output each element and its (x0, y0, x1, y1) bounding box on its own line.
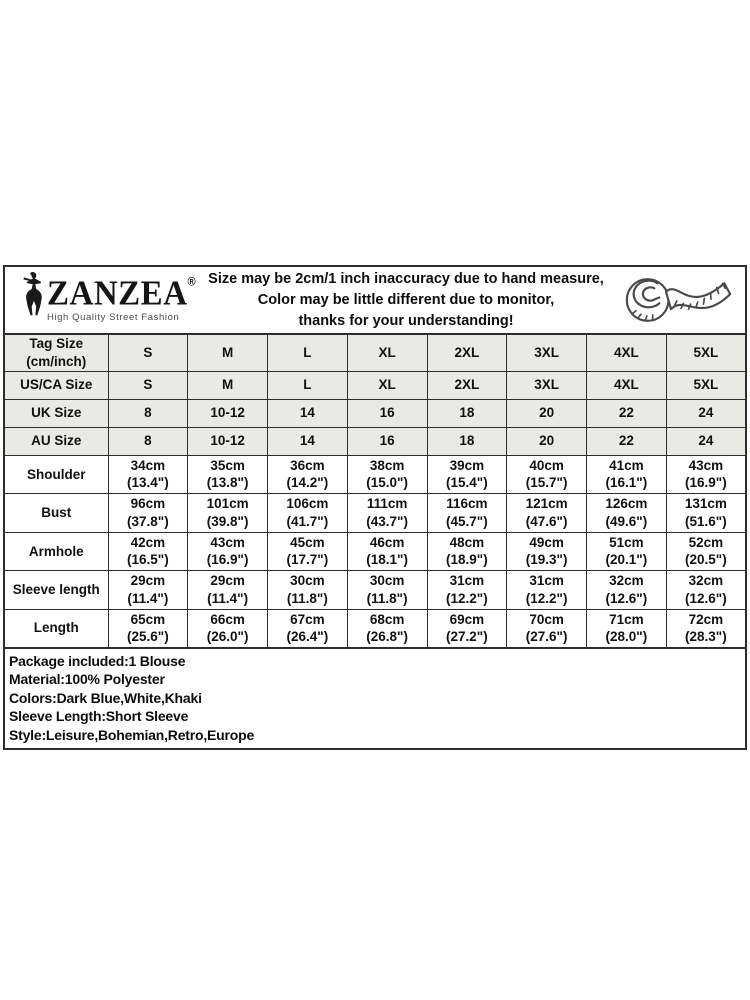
row-label: Armhole (4, 532, 108, 571)
measurement-cell: 121cm (47.6") (507, 494, 587, 533)
row-label: US/CA Size (4, 371, 108, 399)
measurement-cell: 32cm (12.6") (587, 571, 667, 610)
size-value-cell: XL (347, 334, 427, 371)
row-label: UK Size (4, 399, 108, 427)
size-value-cell: 14 (268, 399, 348, 427)
size-value-cell: 2XL (427, 371, 507, 399)
size-value-cell: 2XL (427, 334, 507, 371)
measurement-cell: 31cm (12.2") (507, 571, 587, 610)
size-value-cell: 4XL (587, 371, 667, 399)
detail-line: Package included:1 Blouse (9, 652, 186, 669)
size-value-cell: S (108, 371, 188, 399)
table-row (4, 571, 746, 610)
measurement-cell: 39cm (15.4") (427, 455, 507, 494)
measurement-cell: 41cm (16.1") (587, 455, 667, 494)
brand-tagline: High Quality Street Fashion (47, 311, 180, 323)
disclaimer-line-3: thanks for your understanding! (298, 312, 514, 329)
measurement-cell: 40cm (15.7") (507, 455, 587, 494)
measurement-cell: 43cm (16.9") (188, 532, 268, 571)
size-value-cell: 3XL (507, 371, 587, 399)
size-value-cell: 22 (587, 427, 667, 455)
size-value-cell: S (108, 334, 188, 371)
size-value-cell: 4XL (587, 334, 667, 371)
measurement-cell: 36cm (14.2") (268, 455, 348, 494)
measurement-cell: 49cm (19.3") (507, 532, 587, 571)
measurement-cell: 68cm (26.8") (347, 609, 427, 648)
measurement-cell: 65cm (25.6") (108, 609, 188, 648)
fashion-woman-silhouette-icon (15, 270, 49, 330)
measurement-cell: 51cm (20.1") (587, 532, 667, 571)
measurement-cell: 38cm (15.0") (347, 455, 427, 494)
row-label: Length (4, 609, 108, 648)
table-row (4, 455, 746, 494)
table-row (4, 609, 746, 648)
measurement-cell: 35cm (13.8") (188, 455, 268, 494)
measurement-cell: 32cm (12.6") (666, 571, 746, 610)
size-value-cell: L (268, 371, 348, 399)
brand-logo (5, 270, 205, 330)
measurement-cell: 30cm (11.8") (347, 571, 427, 610)
size-value-cell: 20 (507, 399, 587, 427)
measurement-cell: 45cm (17.7") (268, 532, 348, 571)
table-row (4, 371, 746, 399)
size-value-cell: M (188, 334, 268, 371)
measurement-cell: 106cm (41.7") (268, 494, 348, 533)
size-value-cell: 24 (666, 427, 746, 455)
row-label: Shoulder (4, 455, 108, 494)
registered-mark: ® (187, 275, 197, 289)
table-row (4, 427, 746, 455)
measurement-cell: 29cm (11.4") (188, 571, 268, 610)
size-value-cell: 14 (268, 427, 348, 455)
measurement-cell: 69cm (27.2") (427, 609, 507, 648)
measurement-cell: 70cm (27.6") (507, 609, 587, 648)
size-value-cell: 10-12 (188, 399, 268, 427)
measurement-cell: 67cm (26.4") (268, 609, 348, 648)
table-row (4, 494, 746, 533)
size-value-cell: 20 (507, 427, 587, 455)
measurement-cell: 72cm (28.3") (666, 609, 746, 648)
measurement-cell: 52cm (20.5") (666, 532, 746, 571)
measurement-cell: 43cm (16.9") (666, 455, 746, 494)
measurement-cell: 31cm (12.2") (427, 571, 507, 610)
measurement-cell: 29cm (11.4") (108, 571, 188, 610)
size-value-cell: 3XL (507, 334, 587, 371)
measuring-tape-icon (607, 270, 745, 330)
size-value-cell: 16 (347, 399, 427, 427)
measurement-cell: 101cm (39.8") (188, 494, 268, 533)
detail-line: Material:100% Polyester (9, 671, 165, 688)
measurement-cell: 34cm (13.4") (108, 455, 188, 494)
size-value-cell: L (268, 334, 348, 371)
measurement-cell: 71cm (28.0") (587, 609, 667, 648)
measurement-cell: 48cm (18.9") (427, 532, 507, 571)
product-details (3, 649, 747, 751)
table-row (4, 334, 746, 371)
measurement-cell: 46cm (18.1") (347, 532, 427, 571)
table-row (4, 532, 746, 571)
size-value-cell: 8 (108, 399, 188, 427)
measurement-cell: 111cm (43.7") (347, 494, 427, 533)
measurement-cell: 96cm (37.8") (108, 494, 188, 533)
size-chart-sheet (3, 265, 747, 750)
size-value-cell: 16 (347, 427, 427, 455)
measurement-cell: 131cm (51.6") (666, 494, 746, 533)
measurement-cell: 30cm (11.8") (268, 571, 348, 610)
disclaimer-line-2: Color may be little different due to monitor, (257, 291, 555, 308)
detail-line: Colors:Dark Blue,White,Khaki (9, 689, 202, 706)
size-value-cell: 10-12 (188, 427, 268, 455)
size-value-cell: M (188, 371, 268, 399)
measurement-cell: 42cm (16.5") (108, 532, 188, 571)
header (3, 265, 747, 333)
row-label: AU Size (4, 427, 108, 455)
size-table (3, 333, 747, 649)
size-value-cell: 22 (587, 399, 667, 427)
table-row (4, 399, 746, 427)
measurement-cell: 116cm (45.7") (427, 494, 507, 533)
row-label: Tag Size (cm/inch) (4, 334, 108, 371)
row-label: Bust (4, 494, 108, 533)
row-label: Sleeve length (4, 571, 108, 610)
brand-name: ZANZEA (47, 274, 188, 313)
measurement-cell: 126cm (49.6") (587, 494, 667, 533)
size-value-cell: 18 (427, 399, 507, 427)
size-value-cell: 5XL (666, 334, 746, 371)
size-disclaimer (205, 269, 607, 332)
size-value-cell: 24 (666, 399, 746, 427)
measurement-cell: 66cm (26.0") (188, 609, 268, 648)
size-value-cell: 8 (108, 427, 188, 455)
size-value-cell: 18 (427, 427, 507, 455)
brand-wordmark (47, 274, 197, 313)
size-value-cell: 5XL (666, 371, 746, 399)
disclaimer-line-1: Size may be 2cm/1 inch inaccuracy due to hand measure, (208, 270, 604, 287)
detail-line: Sleeve Length:Short Sleeve (9, 708, 189, 725)
size-value-cell: XL (347, 371, 427, 399)
detail-line: Style:Leisure,Bohemian,Retro,Europe (9, 726, 255, 743)
